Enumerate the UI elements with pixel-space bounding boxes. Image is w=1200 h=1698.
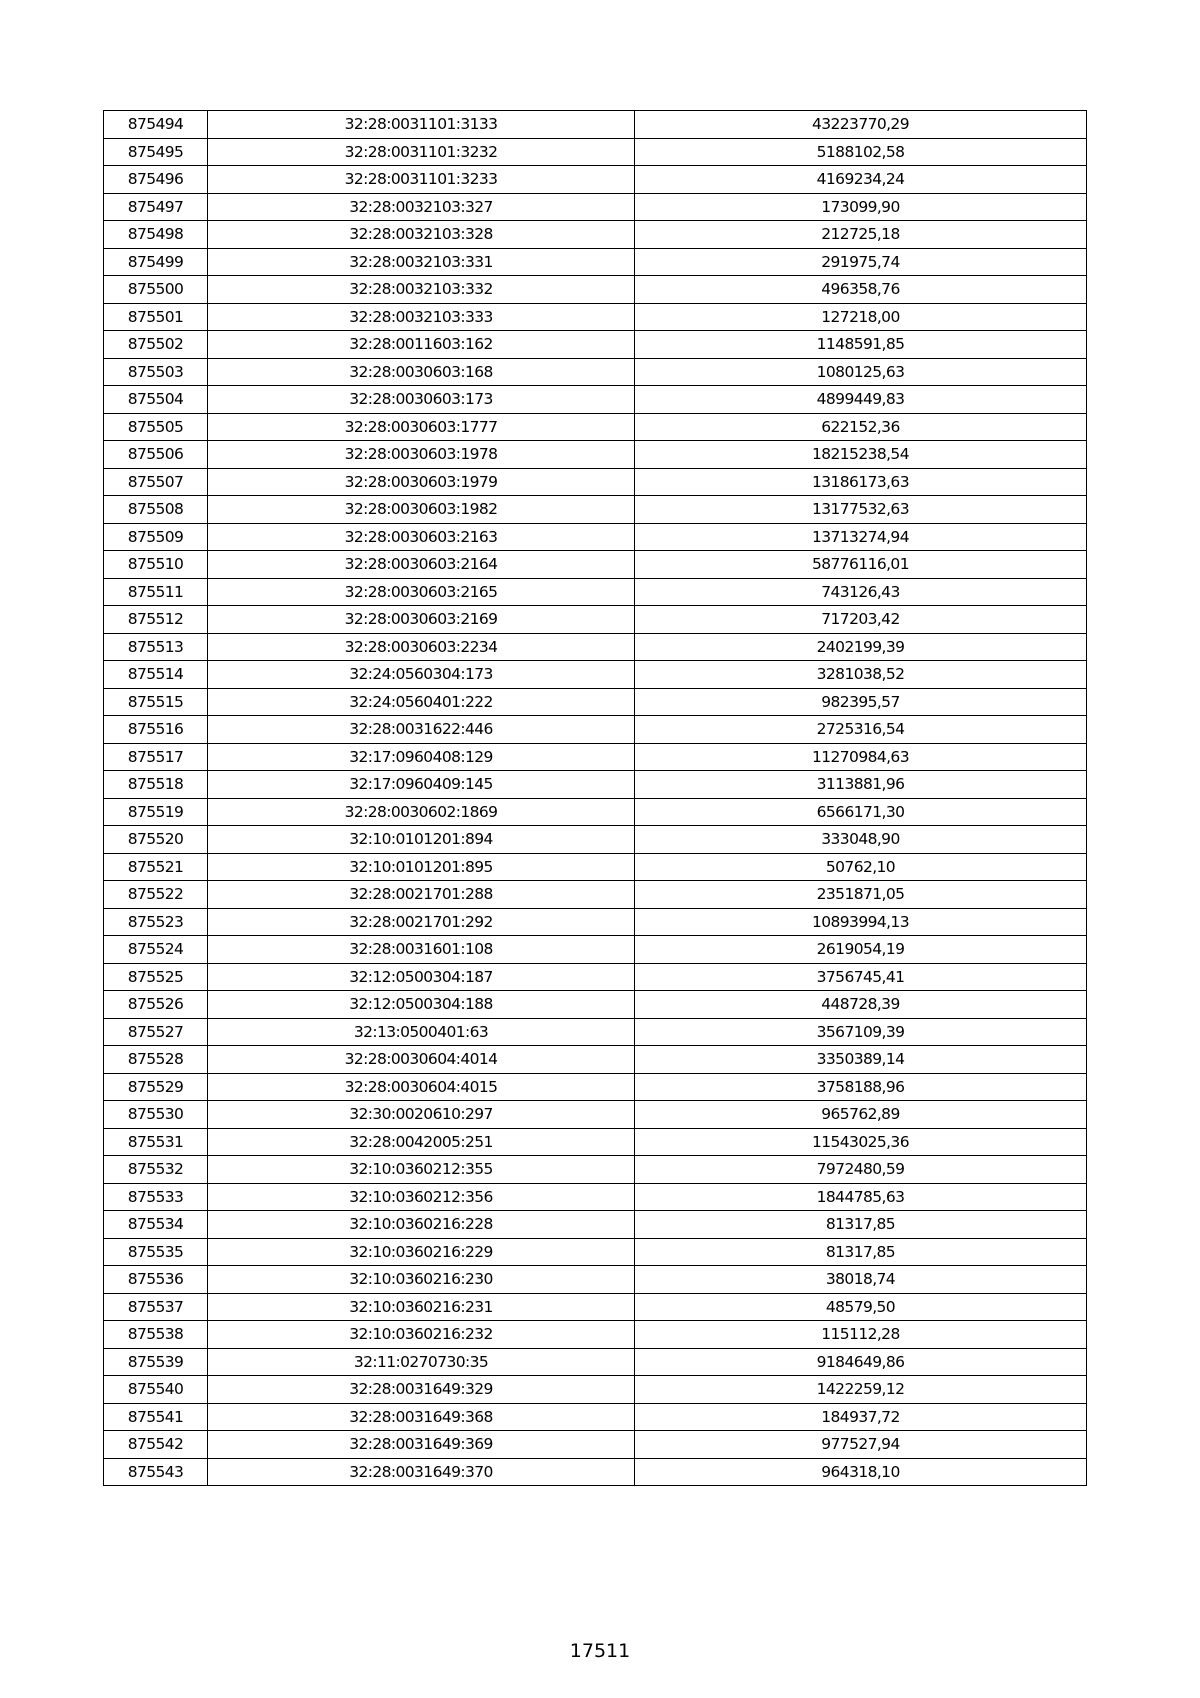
row-number-cell: 875524: [104, 936, 208, 964]
row-number-cell: 875533: [104, 1183, 208, 1211]
row-number-cell: 875500: [104, 276, 208, 304]
cadastral-number-cell: 32:28:0030603:2163: [208, 523, 635, 551]
table-row: [104, 826, 1087, 854]
table-row: [104, 1403, 1087, 1431]
row-number-cell: 875494: [104, 111, 208, 139]
row-number-cell: 875495: [104, 138, 208, 166]
cadastral-value-table: [103, 110, 1087, 1486]
cadastral-value-cell: 3567109,39: [635, 1018, 1087, 1046]
row-number-cell: 875517: [104, 743, 208, 771]
cadastral-value-cell: 127218,00: [635, 303, 1087, 331]
table-row: [104, 908, 1087, 936]
table-row: [104, 963, 1087, 991]
table-row: [104, 248, 1087, 276]
cadastral-value-cell: 4899449,83: [635, 386, 1087, 414]
row-number-cell: 875519: [104, 798, 208, 826]
row-number-cell: 875528: [104, 1046, 208, 1074]
table-body: [104, 111, 1087, 1486]
table-row: [104, 1348, 1087, 1376]
row-number-cell: 875542: [104, 1431, 208, 1459]
table-row: [104, 743, 1087, 771]
table-row: [104, 853, 1087, 881]
cadastral-value-cell: 3281038,52: [635, 661, 1087, 689]
cadastral-number-cell: 32:28:0032103:327: [208, 193, 635, 221]
cadastral-value-cell: 13186173,63: [635, 468, 1087, 496]
cadastral-value-cell: 448728,39: [635, 991, 1087, 1019]
cadastral-value-cell: 13177532,63: [635, 496, 1087, 524]
cadastral-number-cell: 32:13:0500401:63: [208, 1018, 635, 1046]
row-number-cell: 875541: [104, 1403, 208, 1431]
row-number-cell: 875538: [104, 1321, 208, 1349]
cadastral-number-cell: 32:28:0030604:4015: [208, 1073, 635, 1101]
row-number-cell: 875516: [104, 716, 208, 744]
table-row: [104, 991, 1087, 1019]
row-number-cell: 875496: [104, 166, 208, 194]
table-row: [104, 1458, 1087, 1486]
row-number-cell: 875513: [104, 633, 208, 661]
row-number-cell: 875527: [104, 1018, 208, 1046]
cadastral-value-cell: 81317,85: [635, 1238, 1087, 1266]
row-number-cell: 875539: [104, 1348, 208, 1376]
cadastral-number-cell: 32:28:0031622:446: [208, 716, 635, 744]
cadastral-number-cell: 32:28:0030603:173: [208, 386, 635, 414]
table-row: [104, 1156, 1087, 1184]
row-number-cell: 875499: [104, 248, 208, 276]
cadastral-value-cell: 496358,76: [635, 276, 1087, 304]
table-row: [104, 798, 1087, 826]
cadastral-number-cell: 32:28:0031101:3133: [208, 111, 635, 139]
cadastral-value-cell: 58776116,01: [635, 551, 1087, 579]
cadastral-number-cell: 32:12:0500304:187: [208, 963, 635, 991]
cadastral-number-cell: 32:28:0030604:4014: [208, 1046, 635, 1074]
cadastral-value-cell: 48579,50: [635, 1293, 1087, 1321]
cadastral-number-cell: 32:17:0960409:145: [208, 771, 635, 799]
cadastral-number-cell: 32:28:0021701:288: [208, 881, 635, 909]
cadastral-value-cell: 9184649,86: [635, 1348, 1087, 1376]
row-number-cell: 875515: [104, 688, 208, 716]
cadastral-value-cell: 43223770,29: [635, 111, 1087, 139]
cadastral-value-cell: 717203,42: [635, 606, 1087, 634]
table-row: [104, 138, 1087, 166]
row-number-cell: 875512: [104, 606, 208, 634]
cadastral-value-cell: 3756745,41: [635, 963, 1087, 991]
row-number-cell: 875526: [104, 991, 208, 1019]
cadastral-value-cell: 2351871,05: [635, 881, 1087, 909]
cadastral-value-cell: 333048,90: [635, 826, 1087, 854]
cadastral-value-cell: 1080125,63: [635, 358, 1087, 386]
row-number-cell: 875534: [104, 1211, 208, 1239]
cadastral-value-cell: 1844785,63: [635, 1183, 1087, 1211]
cadastral-value-cell: 6566171,30: [635, 798, 1087, 826]
table-row: [104, 578, 1087, 606]
cadastral-value-cell: 50762,10: [635, 853, 1087, 881]
cadastral-number-cell: 32:28:0030603:2234: [208, 633, 635, 661]
cadastral-number-cell: 32:12:0500304:188: [208, 991, 635, 1019]
cadastral-number-cell: 32:28:0030603:2165: [208, 578, 635, 606]
row-number-cell: 875521: [104, 853, 208, 881]
page-number: 17511: [569, 1640, 631, 1662]
cadastral-value-cell: 11270984,63: [635, 743, 1087, 771]
row-number-cell: 875535: [104, 1238, 208, 1266]
cadastral-number-cell: 32:28:0031649:369: [208, 1431, 635, 1459]
cadastral-number-cell: 32:28:0030603:1777: [208, 413, 635, 441]
row-number-cell: 875508: [104, 496, 208, 524]
cadastral-number-cell: 32:28:0032103:331: [208, 248, 635, 276]
cadastral-number-cell: 32:10:0360216:232: [208, 1321, 635, 1349]
cadastral-value-cell: 1422259,12: [635, 1376, 1087, 1404]
row-number-cell: 875522: [104, 881, 208, 909]
cadastral-number-cell: 32:10:0101201:894: [208, 826, 635, 854]
cadastral-value-cell: 743126,43: [635, 578, 1087, 606]
table-row: [104, 221, 1087, 249]
cadastral-value-cell: 173099,90: [635, 193, 1087, 221]
cadastral-value-cell: 212725,18: [635, 221, 1087, 249]
row-number-cell: 875498: [104, 221, 208, 249]
cadastral-number-cell: 32:28:0032103:328: [208, 221, 635, 249]
cadastral-number-cell: 32:24:0560401:222: [208, 688, 635, 716]
cadastral-value-cell: 1148591,85: [635, 331, 1087, 359]
table-row: [104, 551, 1087, 579]
table-row: [104, 1073, 1087, 1101]
cadastral-value-cell: 964318,10: [635, 1458, 1087, 1486]
cadastral-value-cell: 10893994,13: [635, 908, 1087, 936]
row-number-cell: 875530: [104, 1101, 208, 1129]
table-row: [104, 1018, 1087, 1046]
table-row: [104, 468, 1087, 496]
row-number-cell: 875502: [104, 331, 208, 359]
cadastral-number-cell: 32:28:0030603:1978: [208, 441, 635, 469]
cadastral-value-cell: 3758188,96: [635, 1073, 1087, 1101]
cadastral-number-cell: 32:28:0032103:332: [208, 276, 635, 304]
cadastral-number-cell: 32:10:0360216:231: [208, 1293, 635, 1321]
table-row: [104, 1293, 1087, 1321]
cadastral-number-cell: 32:28:0030603:1979: [208, 468, 635, 496]
cadastral-value-cell: 4169234,24: [635, 166, 1087, 194]
cadastral-value-cell: 622152,36: [635, 413, 1087, 441]
cadastral-value-cell: 2725316,54: [635, 716, 1087, 744]
row-number-cell: 875532: [104, 1156, 208, 1184]
table-row: [104, 936, 1087, 964]
table-row: [104, 1128, 1087, 1156]
cadastral-number-cell: 32:10:0101201:895: [208, 853, 635, 881]
table-row: [104, 413, 1087, 441]
cadastral-value-cell: 11543025,36: [635, 1128, 1087, 1156]
row-number-cell: 875531: [104, 1128, 208, 1156]
table-row: [104, 1266, 1087, 1294]
row-number-cell: 875506: [104, 441, 208, 469]
table-row: [104, 633, 1087, 661]
table-row: [104, 606, 1087, 634]
row-number-cell: 875509: [104, 523, 208, 551]
row-number-cell: 875525: [104, 963, 208, 991]
cadastral-number-cell: 32:10:0360216:229: [208, 1238, 635, 1266]
table-row: [104, 166, 1087, 194]
cadastral-value-cell: 115112,28: [635, 1321, 1087, 1349]
cadastral-value-cell: 18215238,54: [635, 441, 1087, 469]
cadastral-number-cell: 32:10:0360216:228: [208, 1211, 635, 1239]
cadastral-number-cell: 32:10:0360216:230: [208, 1266, 635, 1294]
row-number-cell: 875540: [104, 1376, 208, 1404]
cadastral-value-cell: 965762,89: [635, 1101, 1087, 1129]
cadastral-number-cell: 32:28:0030603:168: [208, 358, 635, 386]
table-row: [104, 716, 1087, 744]
table-row: [104, 441, 1087, 469]
cadastral-number-cell: 32:28:0031649:329: [208, 1376, 635, 1404]
cadastral-value-cell: 982395,57: [635, 688, 1087, 716]
cadastral-number-cell: 32:11:0270730:35: [208, 1348, 635, 1376]
row-number-cell: 875518: [104, 771, 208, 799]
table-row: [104, 661, 1087, 689]
cadastral-value-cell: 7972480,59: [635, 1156, 1087, 1184]
table-row: [104, 1211, 1087, 1239]
row-number-cell: 875529: [104, 1073, 208, 1101]
table-row: [104, 1321, 1087, 1349]
row-number-cell: 875497: [104, 193, 208, 221]
table-row: [104, 358, 1087, 386]
table-row: [104, 276, 1087, 304]
cadastral-number-cell: 32:28:0031649:368: [208, 1403, 635, 1431]
cadastral-number-cell: 32:28:0031101:3233: [208, 166, 635, 194]
table-row: [104, 1376, 1087, 1404]
cadastral-number-cell: 32:28:0030603:2164: [208, 551, 635, 579]
cadastral-value-cell: 3113881,96: [635, 771, 1087, 799]
cadastral-value-cell: 184937,72: [635, 1403, 1087, 1431]
row-number-cell: 875520: [104, 826, 208, 854]
cadastral-number-cell: 32:28:0030603:1982: [208, 496, 635, 524]
table-row: [104, 1431, 1087, 1459]
row-number-cell: 875511: [104, 578, 208, 606]
table-row: [104, 496, 1087, 524]
row-number-cell: 875505: [104, 413, 208, 441]
cadastral-number-cell: 32:30:0020610:297: [208, 1101, 635, 1129]
table-row: [104, 386, 1087, 414]
table-row: [104, 1183, 1087, 1211]
table-row: [104, 688, 1087, 716]
cadastral-number-cell: 32:28:0011603:162: [208, 331, 635, 359]
cadastral-number-cell: 32:28:0031649:370: [208, 1458, 635, 1486]
cadastral-value-cell: 13713274,94: [635, 523, 1087, 551]
row-number-cell: 875543: [104, 1458, 208, 1486]
cadastral-number-cell: 32:28:0042005:251: [208, 1128, 635, 1156]
table-row: [104, 193, 1087, 221]
table-row: [104, 111, 1087, 139]
cadastral-value-cell: 2619054,19: [635, 936, 1087, 964]
table-row: [104, 1238, 1087, 1266]
cadastral-number-cell: 32:24:0560304:173: [208, 661, 635, 689]
row-number-cell: 875510: [104, 551, 208, 579]
row-number-cell: 875537: [104, 1293, 208, 1321]
cadastral-value-cell: 977527,94: [635, 1431, 1087, 1459]
table-row: [104, 523, 1087, 551]
row-number-cell: 875523: [104, 908, 208, 936]
row-number-cell: 875536: [104, 1266, 208, 1294]
cadastral-value-cell: 3350389,14: [635, 1046, 1087, 1074]
cadastral-number-cell: 32:28:0030602:1869: [208, 798, 635, 826]
row-number-cell: 875503: [104, 358, 208, 386]
row-number-cell: 875507: [104, 468, 208, 496]
cadastral-number-cell: 32:28:0032103:333: [208, 303, 635, 331]
row-number-cell: 875504: [104, 386, 208, 414]
cadastral-value-cell: 38018,74: [635, 1266, 1087, 1294]
cadastral-value-cell: 5188102,58: [635, 138, 1087, 166]
table-row: [104, 771, 1087, 799]
cadastral-value-cell: 81317,85: [635, 1211, 1087, 1239]
cadastral-number-cell: 32:28:0031601:108: [208, 936, 635, 964]
table-row: [104, 881, 1087, 909]
cadastral-number-cell: 32:10:0360212:356: [208, 1183, 635, 1211]
table-row: [104, 1046, 1087, 1074]
cadastral-number-cell: 32:28:0031101:3232: [208, 138, 635, 166]
cadastral-number-cell: 32:28:0030603:2169: [208, 606, 635, 634]
cadastral-number-cell: 32:10:0360212:355: [208, 1156, 635, 1184]
table-row: [104, 1101, 1087, 1129]
table-row: [104, 303, 1087, 331]
row-number-cell: 875501: [104, 303, 208, 331]
cadastral-number-cell: 32:28:0021701:292: [208, 908, 635, 936]
cadastral-value-cell: 291975,74: [635, 248, 1087, 276]
table-row: [104, 331, 1087, 359]
cadastral-number-cell: 32:17:0960408:129: [208, 743, 635, 771]
row-number-cell: 875514: [104, 661, 208, 689]
cadastral-value-cell: 2402199,39: [635, 633, 1087, 661]
